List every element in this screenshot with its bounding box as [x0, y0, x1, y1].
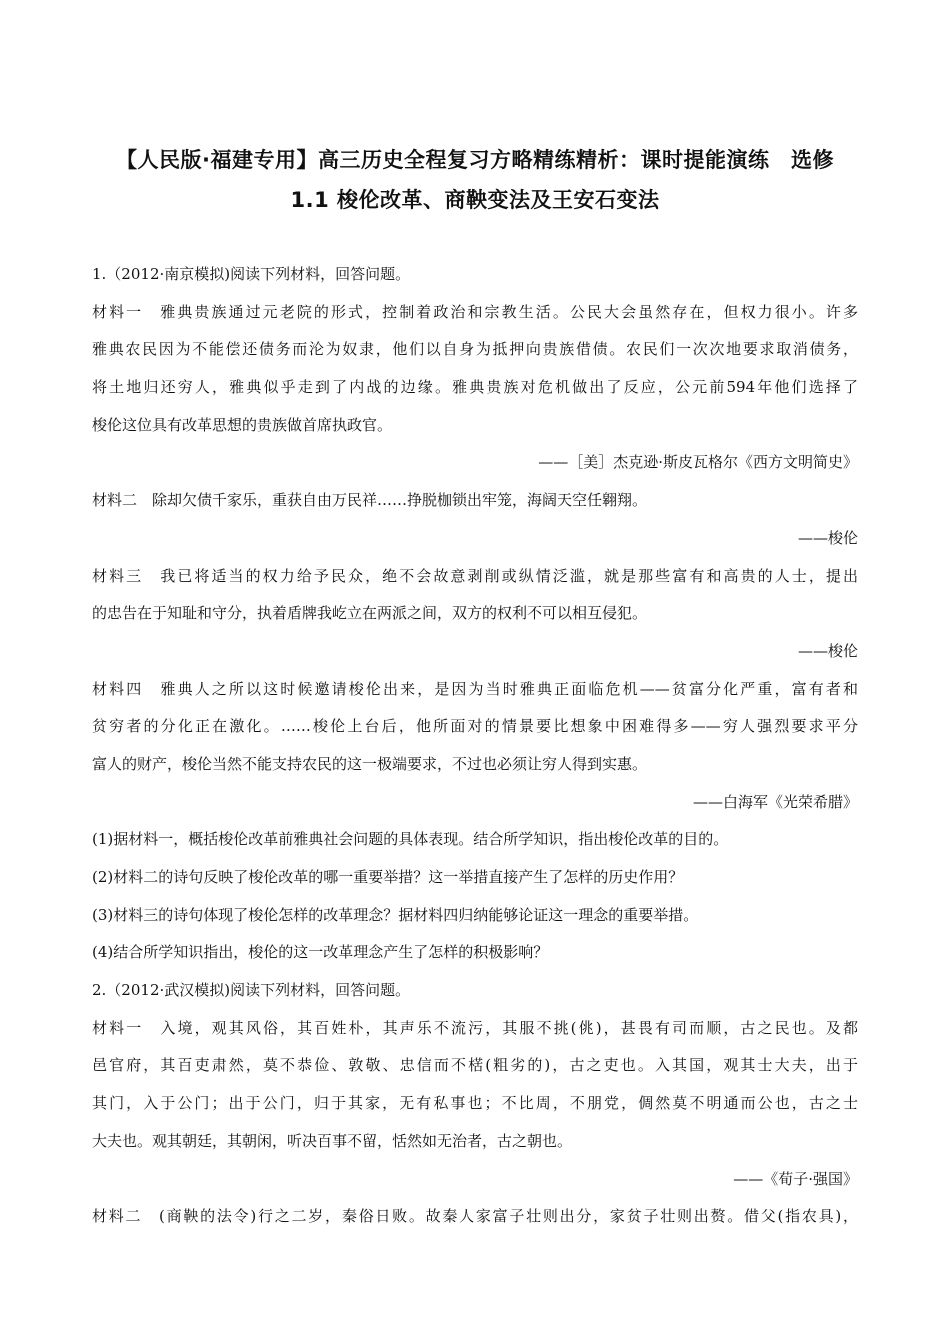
material-line: 材料一 入境，观其风俗，其百姓朴，其声乐不流污，其服不挑(佻)，甚畏有司而顺，古之民也。及都 [92, 1018, 858, 1037]
citation: ——梭伦 [797, 528, 858, 547]
material-line: 材料二 除却欠债千家乐，重获自由万民祥……挣脱枷锁出牢笼，海阔天空任翱翔。 [92, 491, 648, 510]
sub-question: (1)据材料一，概括梭伦改革前雅典社会问题的具体表现。结合所学知识，指出梭伦改革的目的。 [92, 830, 729, 849]
material-line: 的忠告在于知耻和守分，执着盾牌我屹立在两派之间，双方的权利不可以相互侵犯。 [92, 604, 648, 623]
sub-question: (4)结合所学知识指出，梭伦的这一改革理念产生了怎样的积极影响？ [92, 943, 549, 962]
material-line: 大夫也。观其朝廷，其朝闲，听决百事不留，恬然如无治者，古之朝也。 [92, 1131, 573, 1150]
material-line: 材料四 雅典人之所以这时候邀请梭伦出来，是因为当时雅典正面临危机——贫富分化严重，富有者和 [92, 679, 858, 698]
material-line: 其门，入于公门；出于公门，归于其家，无有私事也；不比周，不朋党，倜然莫不明通而公也，古之士 [92, 1094, 858, 1113]
citation: ——梭伦 [797, 641, 858, 660]
title-line-1: 【人民版·福建专用】高三历史全程复习方略精练精析：课时提能演练 选修 [116, 148, 834, 172]
citation: ——［美］杰克逊·斯皮瓦格尔《西方文明简史》 [538, 453, 858, 472]
sub-question: (2)材料二的诗句反映了梭伦改革的哪一重要举措？这一举措直接产生了怎样的历史作用？ [92, 868, 684, 886]
material-line: 雅典农民因为不能偿还债务而沦为奴隶，他们以自身为抵押向贵族借债。农民们一次次地要求取消债务， [92, 340, 858, 359]
title-line-2: 1.1 梭伦改革、商鞅变法及王安石变法 [290, 188, 660, 212]
question-1-heading: 1.（2012·南京模拟)阅读下列材料，回答问题。 [92, 265, 411, 283]
sub-question: (3)材料三的诗句体现了梭伦怎样的改革理念？据材料四归纳能够论证这一理念的重要举措。 [92, 905, 699, 924]
material-line: 富人的财产，梭伦当然不能支持农民的这一极端要求，不过也必须让穷人得到实惠。 [92, 754, 648, 773]
question-2-heading: 2.（2012·武汉模拟)阅读下列材料，回答问题。 [92, 981, 411, 1000]
material-line: 梭伦这位具有改革思想的贵族做首席执政官。 [92, 415, 393, 434]
material-line: 将土地归还穷人，雅典似乎走到了内战的边缘。雅典贵族对危机做出了反应，公元前594年他们选择了 [92, 378, 858, 397]
material-line: 材料二 (商鞅的法令)行之二岁，秦俗日败。故秦人家富子壮则出分，家贫子壮则出赘。借父(指农具)， [92, 1207, 858, 1226]
material-line: 邑官府，其百吏肃然，莫不恭俭、敦敬、忠信而不楛(粗劣的)，古之吏也。入其国，观其士大夫，出于 [92, 1056, 858, 1075]
citation: ——《荀子·强国》 [733, 1169, 858, 1188]
document-title [60, 140, 890, 220]
citation: ——白海军《光荣希腊》 [692, 792, 858, 811]
material-line: 材料三 我已将适当的权力给予民众，绝不会故意剥削或纵情泛滥，就是那些富有和高贵的人士，提出 [92, 566, 858, 585]
material-line: 贫穷者的分化正在激化。……梭伦上台后，他所面对的情景要比想象中困难得多——穷人强烈要求平分 [92, 717, 858, 736]
material-line: 材料一 雅典贵族通过元老院的形式，控制着政治和宗教生活。公民大会虽然存在，但权力很小。许多 [92, 302, 858, 321]
document-body [92, 256, 858, 1236]
